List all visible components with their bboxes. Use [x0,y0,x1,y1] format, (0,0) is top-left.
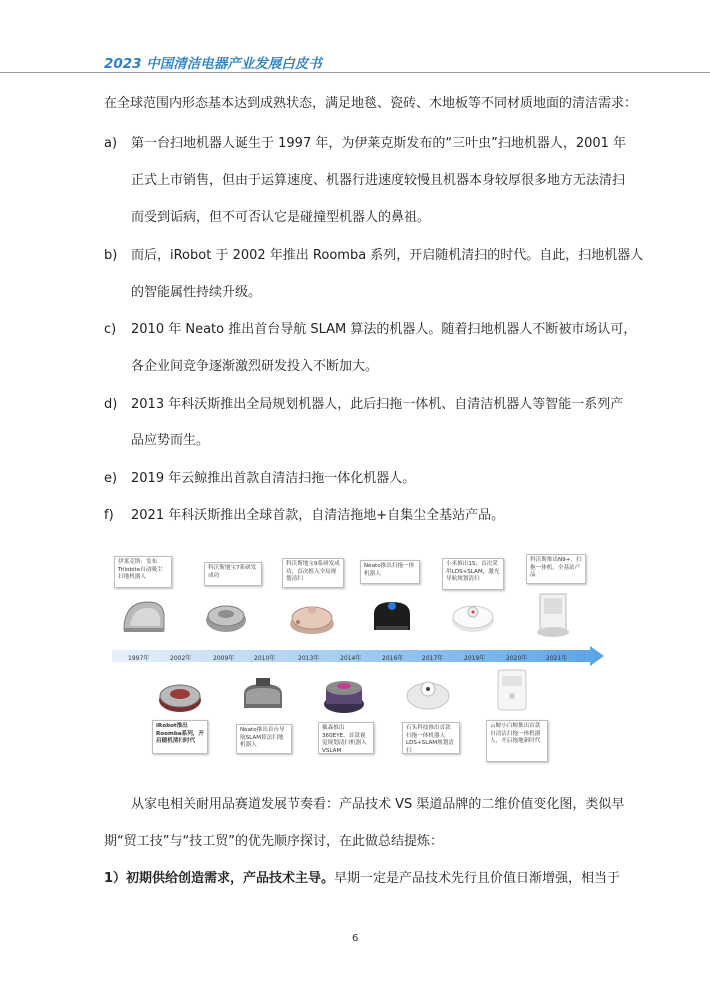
timeline-bottom-box-1: iRobot推出Roomba系列，开启随机清扫时代 [152,720,208,754]
item-e-marker: e) [104,471,118,486]
timeline-top-box-4: Neato推出扫拖一体机器人 [360,560,420,584]
timeline-year-2013: 2013年 [298,655,320,662]
neato-slam-robot-image [238,674,288,716]
robot-timeline-figure [112,548,604,778]
item-a-line-2: 正式上市销售，但由于运算速度、机器行进速度较慢且机器本身较厚很多地方无法清扫 [131,173,626,188]
dyson-360eye-robot-image [320,674,368,716]
timeline-year-1997: 1997年 [128,655,150,662]
timeline-year-2009: 2009年 [213,655,235,662]
timeline-year-2017: 2017年 [422,655,444,662]
item-b-line-1: 而后，iRobot 于 2002 年推出 Roomba 系列，开启随机清扫的时代。自此，扫地机器人 [131,248,644,263]
item-f-line-1: 2021 年科沃斯推出全球首款，自清洁拖地+自集尘全基站产品。 [131,508,505,523]
timeline-year-2016: 2016年 [382,655,404,662]
item-d-marker: d) [104,397,118,412]
xiaomi-1s-robot-image [450,596,496,636]
item-c-marker: c) [104,322,117,337]
timeline-bottom-box-3: 戴森推出360EYE，首款视觉规划清扫机器人VSLAM [318,722,374,754]
item-b-marker: b) [104,248,118,263]
item-c-line-1: 2010 年 Neato 推出首台导航 SLAM 算法的机器人。随着扫地机器人不断被市场认可， [131,322,637,337]
item-d-line-1: 2013 年科沃斯推出全局规划机器人，此后扫拖一体机、自清洁机器人等智能一系列产 [131,397,624,412]
closing-line-2: 期“贸工技”与“技工贸”的优先顺序探讨，在此做总结提炼： [104,834,443,849]
timeline-year-2014: 2014年 [340,655,362,662]
narwal-station-image [492,666,532,716]
timeline-year-2021: 2021年 [546,655,568,662]
timeline-top-box-6: 科沃斯推出N9+，扫拖一体机，全基站产品 [526,554,586,584]
item-b-line-2: 的智能属性持续升级。 [131,285,262,300]
item-c-line-2: 各企业间竞争逐渐激烈研发投入不断加大。 [131,359,379,374]
deebot-n9-station-image [534,590,572,640]
closing-item-1 [104,871,620,887]
header-title: 2023 中国清洁电器产业发展白皮书 [104,56,322,72]
item-e-line-1: 2019 年云鲸推出首款自清洁扫拖一体化机器人。 [131,471,416,486]
timeline-top-box-1: 伊莱克斯：发布Trilobite自动吸尘扫地机器人 [114,556,172,588]
timeline-year-2020: 2020年 [506,655,528,662]
timeline-top-box-5: 小米推出1S，首次采用LDS+SLAM，激光导航规划清扫 [442,558,504,590]
timeline-year-2010: 2010年 [254,655,276,662]
roborock-robot-image [404,672,452,714]
item-f-marker: f) [104,508,114,523]
timeline-top-box-2: 科沃斯地宝7系研发成功 [204,562,262,586]
header-rule [0,72,710,73]
timeline-bottom-box-5: 云鲸小白鲸推出首款自清洁扫拖一体机器人，开启拖地新时代 [486,720,548,762]
closing-item-1-heading: 1）初期供给创造需求，产品技术主导。 [104,871,335,886]
item-a-line-1: 第一台扫地机器人诞生于 1997 年，为伊莱克斯发布的“三叶虫”扫地机器人，2001 年 [131,136,627,151]
closing-line-1: 从家电相关耐用品赛道发展节奏看：产品技术 VS 渠道品牌的二维价值变化图，类似早 [131,797,625,812]
deebot-9-robot-image [288,596,336,636]
item-a-marker: a) [104,136,118,151]
item-d-line-2: 品应势而生。 [131,433,210,448]
timeline-year-2019: 2019年 [464,655,486,662]
timeline-bottom-box-4: 石头科技推出首款扫拖一体机器人LDS+SLAM规划清扫 [402,722,460,754]
trilobite-robot-image [120,596,168,636]
roomba-robot-image [156,674,204,714]
timeline-top-box-3: 科沃斯地宝9系研发成功，首次植入全局规划清扫 [282,558,344,588]
deebot-7-robot-image [204,596,248,634]
item-a-line-3: 而受到诟病，但不可否认它是碰撞型机器人的鼻祖。 [131,210,431,225]
page-number: 6 [352,933,359,944]
timeline-year-2002: 2002年 [170,655,192,662]
neato-robot-image [370,596,414,636]
intro-line: 在全球范围内形态基本达到成熟状态，满足地毯、瓷砖、木地板等不同材质地面的清洁需求： [104,96,638,111]
timeline-bottom-box-2: Neato推出首台导航SLAM算法扫地机器人 [236,724,292,754]
closing-item-1-text: 早期一定是产品技术先行且价值日渐增强，相当于 [334,871,621,886]
